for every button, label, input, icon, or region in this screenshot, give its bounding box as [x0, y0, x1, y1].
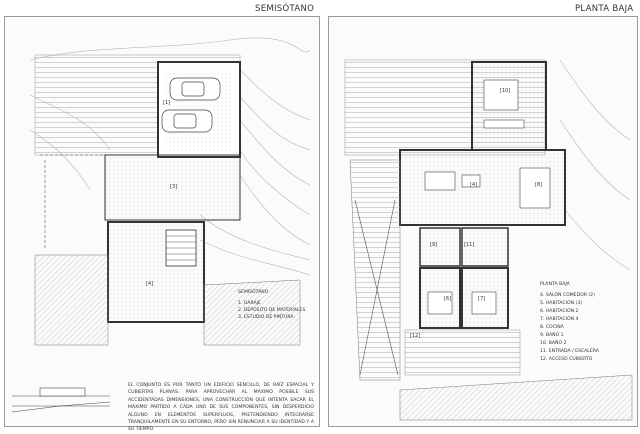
- dashed-boundary: [40, 155, 105, 250]
- semisotano-legend-item: 3. ESTUDIO DE PINTURA: [238, 315, 294, 320]
- retaining-wall-left: [35, 255, 108, 345]
- room-label-garage: [1]: [163, 100, 171, 106]
- planta-baja-legend-item: 4. SALÓN COMEDOR (2): [540, 293, 595, 298]
- room-label-bath: [9]: [430, 242, 438, 248]
- semisotano-legend-heading: SEMISÓTANO: [238, 290, 269, 295]
- planta-baja-legend-item: 7. HABITACIÓN 4: [540, 317, 579, 322]
- room-label-covered-access: [12]: [410, 333, 421, 339]
- room-label-kitchen: [8]: [535, 182, 543, 188]
- ground-section: [400, 375, 632, 420]
- room-label-entrance: [11]: [464, 242, 475, 248]
- semisotano-legend-item: 1. GARAJE: [238, 301, 261, 306]
- planta-baja-title: PLANTA BAJA: [575, 4, 634, 14]
- planta-baja-legend-item: 5. HABITACIÓN (3): [540, 301, 583, 306]
- access-ramp: [350, 160, 400, 380]
- room-label-deck: [3]: [170, 184, 178, 190]
- planta-baja-legend-item: 8. COCINA: [540, 325, 564, 330]
- lower-deck: [405, 330, 520, 375]
- bath-room-1: [420, 228, 460, 266]
- room-label-bedroom-4: [7]: [478, 296, 486, 302]
- planta-baja-legend-item: 12. ACCESO CUBIERTO: [540, 357, 593, 362]
- terrain-contours-right: [560, 60, 630, 270]
- room-label-bedroom-2: [6]: [444, 296, 452, 302]
- planta-baja-legend-item: 11. ENTRADA / ESCALERA: [540, 349, 599, 354]
- section-sketch: [12, 388, 110, 412]
- room-label-bath-top: [10]: [500, 88, 511, 94]
- semisotano-title: SEMISÓTANO: [255, 4, 315, 14]
- planta-baja-legend-item: 6. HABITACIÓN 2: [540, 309, 579, 314]
- semisotano-legend-item: 2. DEPÓSITO DE MATERIALES: [238, 308, 306, 313]
- planta-baja-legend-item: 9. BAÑO 1: [540, 333, 564, 338]
- planta-baja-legend-heading: PLANTA BAJA: [540, 282, 570, 287]
- room-label-living: [4]: [470, 182, 478, 188]
- project-description: EL CONJUNTO ES POR TANTO UN EDIFICIO SENCILLO, DE RAÍZ ESPACIAL Y CUBIERTAS PLANAS. PARA APROVECHAR AL MÁXIMO POSIBLE SUS ACCIDENTADAS DIMENSIONES, UNA CONSTRUCCIÓN QUE INTENTA SACAR EL MÁXIMO PARTIDO A CADA UNO DE SUS COMPONENTES, SIN DESPERDICIO ALGUNO EN ELEMENTOS SUPERFLUOS, PRETENDIENDO INTEGRARSE TRANQUILAMENTE EN SU ENTORNO, PERO SIN RENUNCIAR A SU IDENTIDAD Y A SU TIEMPO.: [128, 383, 314, 433]
- planta-baja-legend-item: 10. BAÑO 2: [540, 341, 567, 346]
- room-label-studio: [4]: [146, 281, 154, 287]
